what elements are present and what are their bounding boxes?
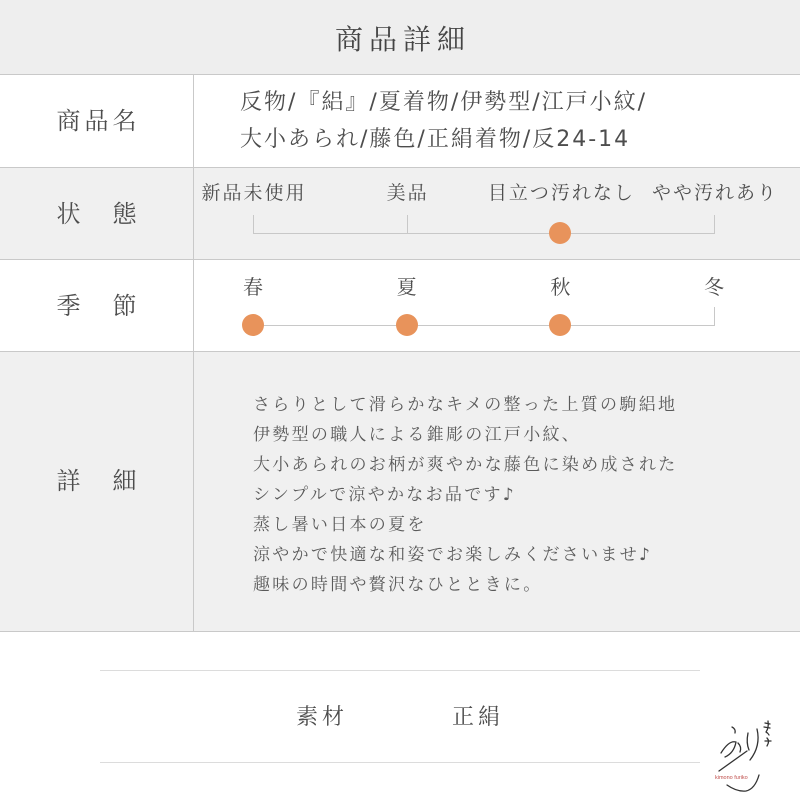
season-selected-dot	[396, 314, 418, 336]
season-selected-dot	[242, 314, 264, 336]
material-top-rule	[100, 670, 700, 671]
detail-line: 蒸し暑い日本の夏を	[253, 515, 427, 535]
condition-tick	[407, 215, 408, 234]
page-title: 商品詳細	[334, 22, 471, 56]
season-value	[194, 260, 800, 351]
detail-row	[0, 352, 800, 632]
season-option-label: 秋	[550, 275, 571, 299]
season-option-label: 夏	[396, 275, 417, 299]
season-scale	[243, 260, 724, 351]
season-label: 季節	[56, 291, 169, 320]
condition-scale-line	[253, 233, 714, 234]
detail-line: 大小あられのお柄が爽やかな藤色に染め成された	[253, 455, 678, 475]
condition-value	[194, 168, 800, 259]
detail-line: 涼やかで快適な和姿でお楽しみくださいませ♪	[253, 545, 653, 565]
material-value: 正絹	[452, 705, 505, 730]
season-selected-dot	[549, 314, 571, 336]
condition-row	[0, 168, 800, 260]
condition-label: 状態	[56, 199, 169, 228]
season-option-label: 冬	[704, 275, 724, 299]
detail-value	[194, 352, 800, 631]
season-option-label: 春	[243, 275, 263, 299]
season-row	[0, 260, 800, 352]
condition-option-label: 目立つ汚れなし	[487, 182, 635, 204]
detail-line: さらりとして滑らかなキメの整った上質の駒絽地	[253, 395, 678, 415]
condition-selected-dot	[549, 222, 571, 244]
condition-option-label: 新品未使用	[201, 182, 307, 204]
page-header	[0, 0, 800, 75]
condition-tick	[253, 215, 254, 234]
detail-label: 詳細	[56, 466, 169, 495]
season-tick	[714, 307, 715, 326]
condition-scale	[201, 168, 779, 259]
logo-graphic	[712, 712, 786, 794]
logo-text: kimono furiko	[715, 775, 748, 781]
detail-line: 趣味の時間や贅沢なひとときに。	[253, 575, 543, 595]
detail-line: 伊勢型の職人による錐彫の江戸小紋、	[253, 425, 582, 445]
product-name-label: 商品名	[56, 107, 141, 135]
shop-signature-logo-icon	[712, 712, 786, 794]
spec-table	[0, 75, 800, 632]
material-label: 素材	[296, 705, 349, 730]
condition-option-label: 美品	[386, 182, 429, 204]
season-label-cell	[0, 260, 194, 351]
product-name-line: 反物/『絽』/夏着物/伊勢型/江戸小紋/	[240, 90, 648, 115]
product-name-row	[0, 75, 800, 168]
product-name-label-cell	[0, 75, 194, 167]
season-scale-line	[253, 325, 714, 326]
condition-label-cell	[0, 168, 194, 259]
product-name-line: 大小あられ/藤色/正絹着物/反24-14	[240, 127, 631, 152]
condition-tick	[714, 215, 715, 234]
detail-line: シンプルで涼やかなお品です♪	[253, 485, 516, 505]
product-name-value	[194, 75, 800, 167]
condition-option-label: やや汚れあり	[651, 182, 779, 204]
material-bottom-rule	[100, 762, 700, 763]
material-section	[0, 632, 800, 800]
detail-label-cell	[0, 352, 194, 631]
